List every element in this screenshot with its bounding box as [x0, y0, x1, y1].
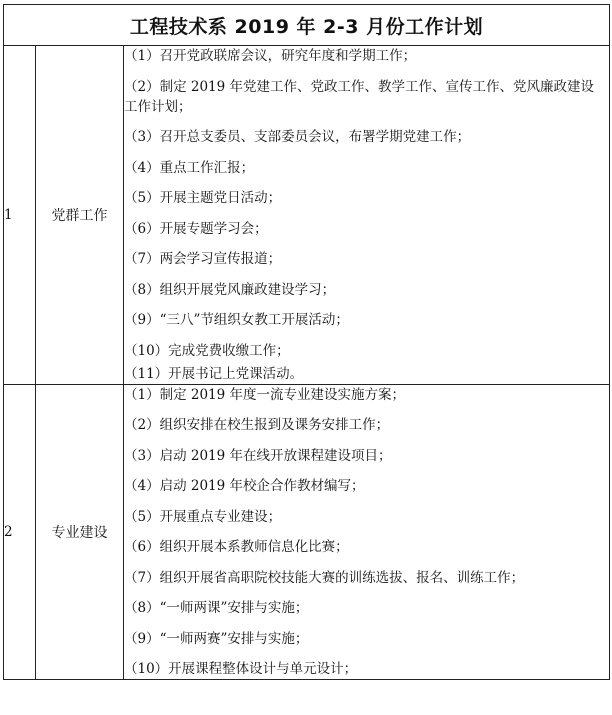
plan-item: （2）制定 2019 年党建工作、党政工作、教学工作、宣传工作、党风廉政建设工作计划； — [124, 78, 595, 115]
title-row — [4, 5, 610, 46]
plan-item: （3）召开总支委员、支部委员会议，布署学期党建工作； — [124, 129, 471, 145]
plan-item: （10）完成党费收缴工作； — [124, 342, 290, 359]
document-title: 工程技术系 2019 年 2-3 月份工作计划 — [4, 5, 610, 46]
plan-item: （6）开展专题学习会； — [124, 220, 268, 237]
plan-item: （9）“一师两赛”安排与实施； — [124, 630, 309, 647]
section-number: 1 — [4, 46, 36, 385]
plan-item: （1）制定 2019 年度一流专业建设实施方案； — [124, 386, 406, 403]
plan-item: （1）召开党政联席会议，研究年度和学期工作； — [124, 48, 417, 64]
plan-item: （11）开展书记上党课活动。 — [124, 365, 304, 382]
plan-item: （7）两会学习宣传报道； — [124, 251, 282, 267]
plan-item: （3）启动 2019 年在线开放课程建设项目； — [124, 447, 392, 464]
section-items — [124, 46, 610, 385]
work-plan-table — [3, 4, 610, 680]
plan-item: （9）“三八”节组织女教工开展活动； — [124, 312, 349, 328]
plan-item: （2）组织安排在校生报到及课务安排工作； — [124, 417, 390, 433]
plan-item: （8）组织开展党风廉政建设学习； — [124, 281, 336, 298]
plan-item: （5）开展重点专业建设； — [124, 508, 282, 525]
section-category: 专业建设 — [36, 384, 124, 680]
section-items — [124, 384, 610, 680]
plan-item: （6）组织开展本系教师信息化比赛； — [124, 539, 349, 555]
section-category: 党群工作 — [36, 46, 124, 385]
plan-item: （8）“一师两课”安排与实施； — [124, 600, 309, 616]
plan-item: （10）开展课程整体设计与单元设计； — [124, 661, 358, 677]
plan-item: （7）组织开展省高职院校技能大赛的训练选拔、报名、训练工作； — [124, 569, 525, 586]
plan-item: （5）开展主题党日活动； — [124, 190, 282, 206]
plan-item: （4）重点工作汇报； — [124, 159, 255, 176]
section-row — [4, 384, 610, 680]
plan-item: （4）启动 2019 年校企合作教材编写； — [124, 478, 365, 494]
section-number: 2 — [4, 384, 36, 680]
section-row — [4, 46, 610, 385]
